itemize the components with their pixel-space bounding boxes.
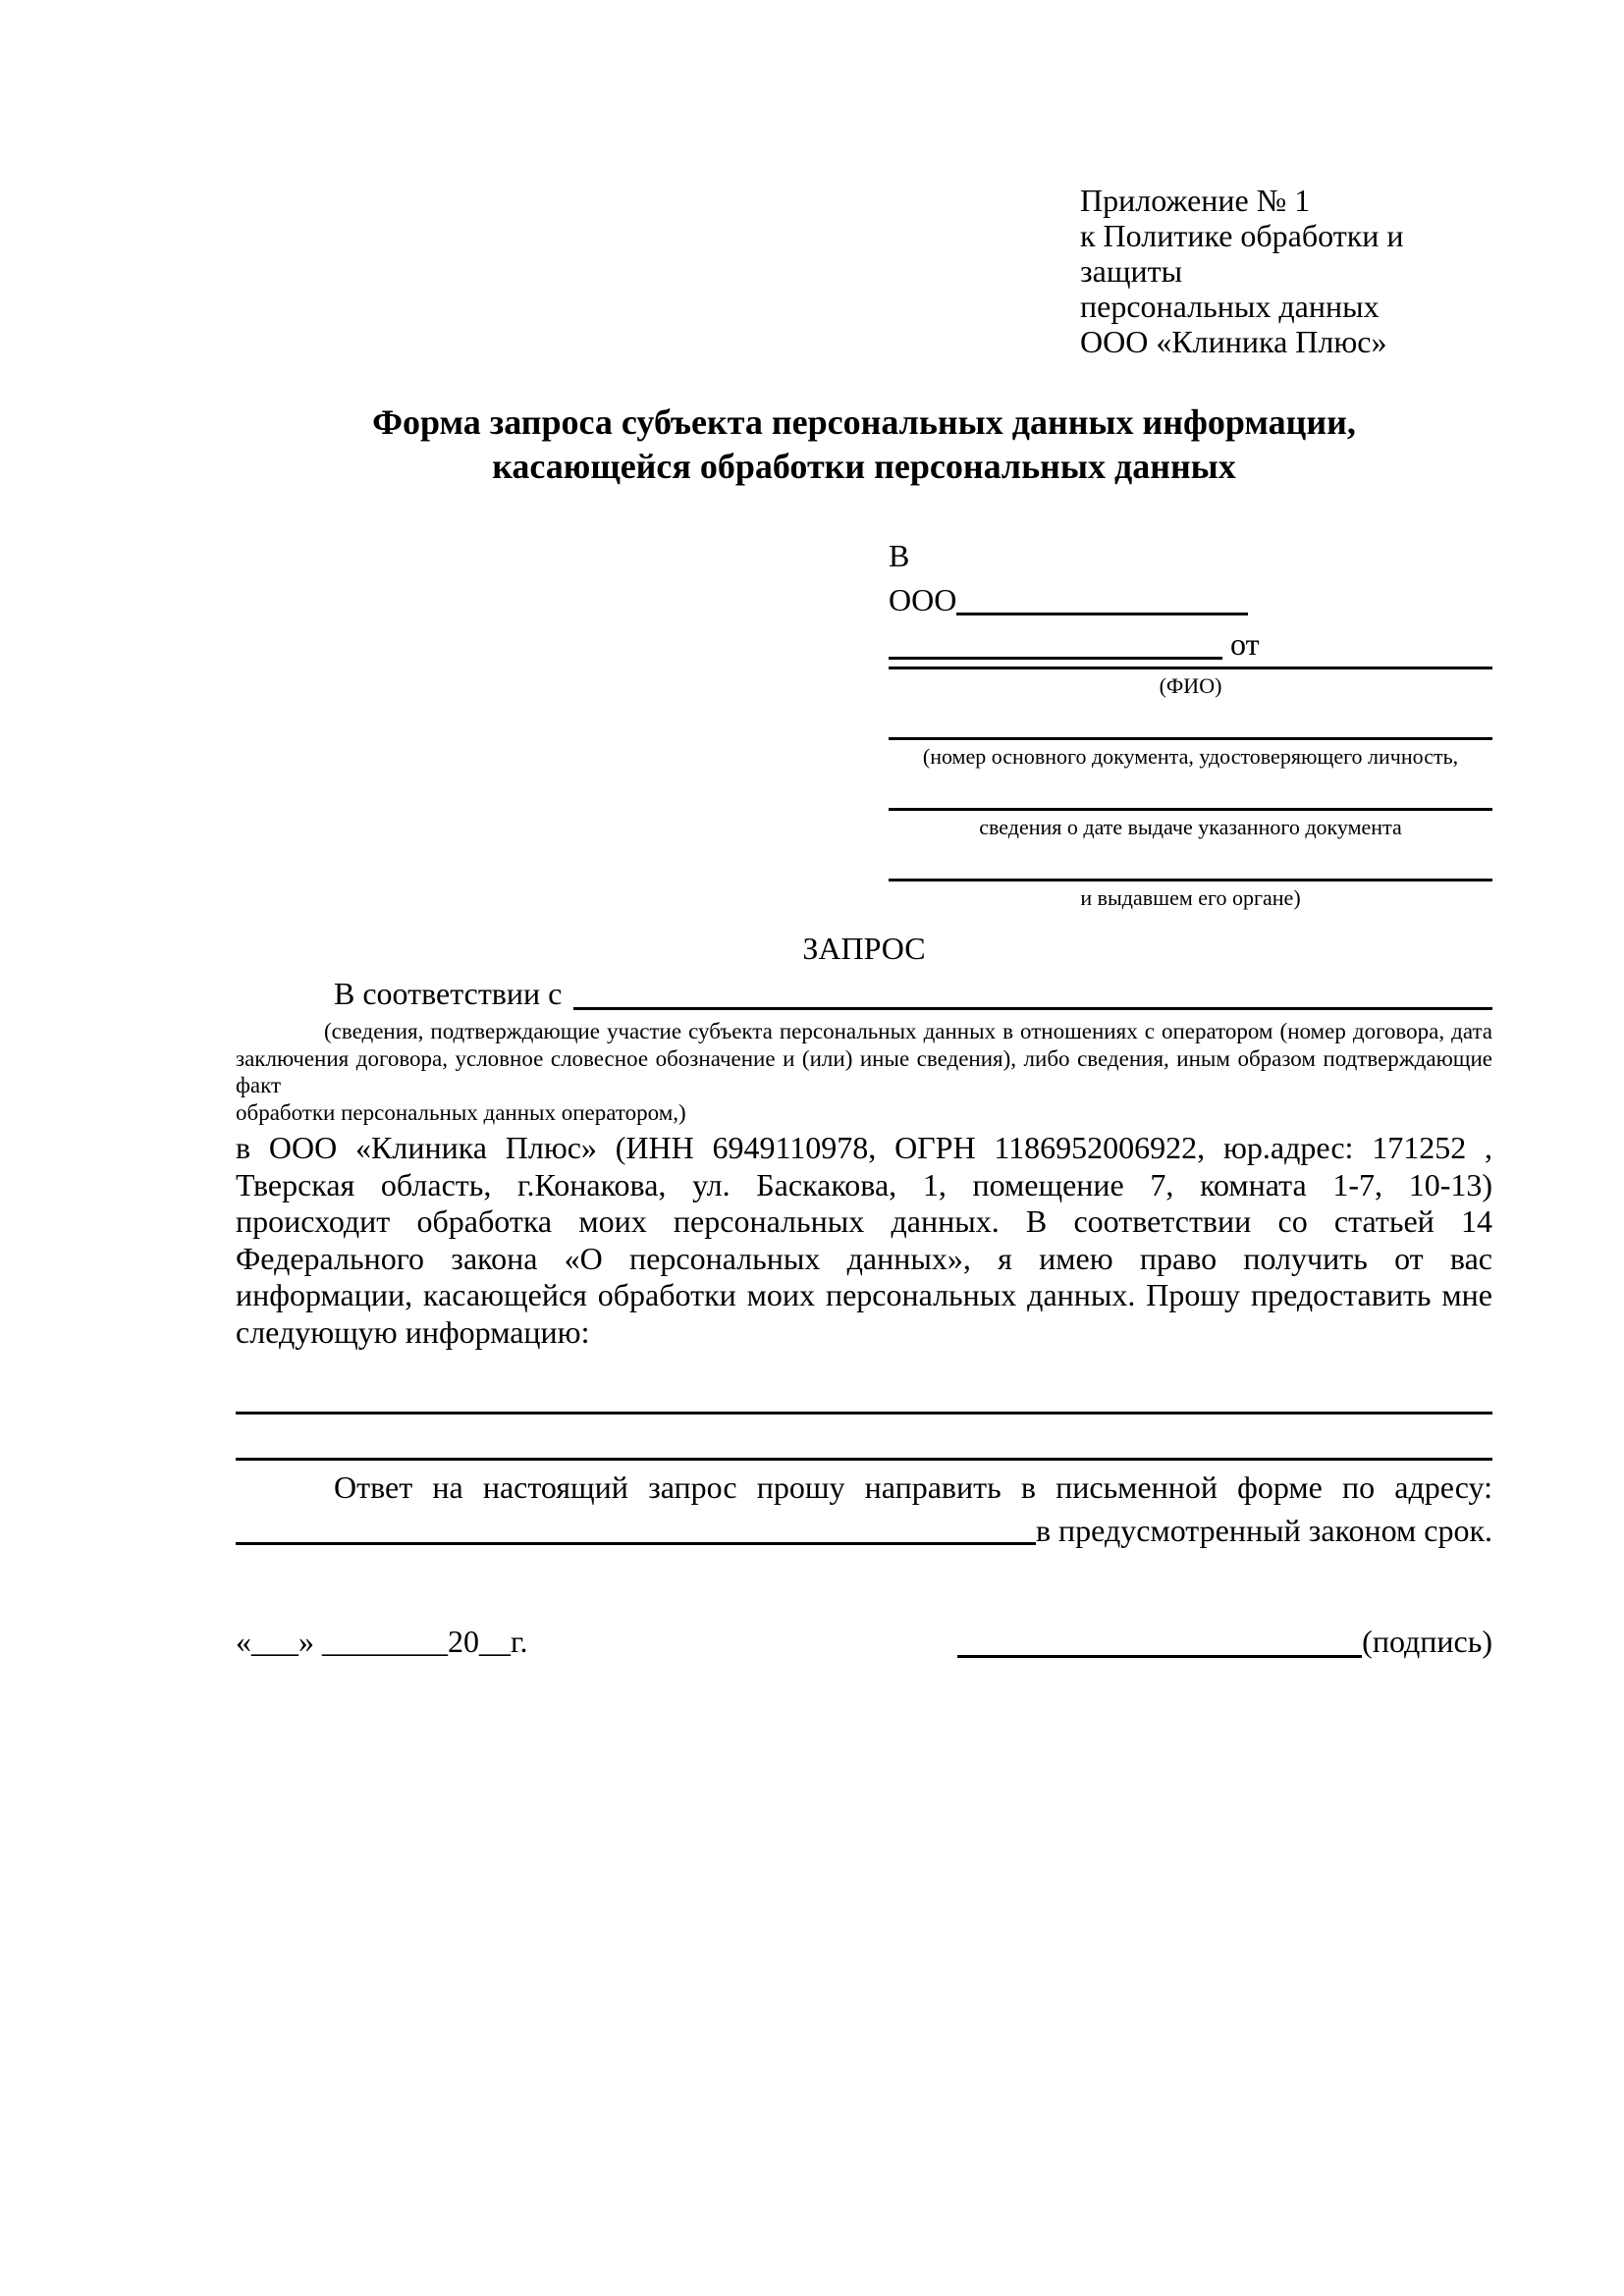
doc-issue-date-caption: сведения о дате выдаче указанного документа xyxy=(979,815,1402,839)
request-body-line-3: происходит обработка моих персональных данных. В соответствии со статьей 14 xyxy=(236,1203,1492,1239)
fine-print-line-1: (сведения, подтверждающие участие субъекта персональных данных в отношениях с оператором (номер договора, дата xyxy=(324,1019,1492,1043)
request-heading: ЗАПРОС xyxy=(802,931,926,966)
signature-caption: (подпись) xyxy=(1362,1624,1492,1659)
document-title xyxy=(236,400,1492,489)
fine-print-line-2: заключения договора, условное словесное обозначение и (или) иные сведения), либо сведения, иным образом подтверждающие факт xyxy=(236,1045,1492,1097)
from-label: от xyxy=(1230,626,1260,662)
reply-tail: в предусмотренный законом срок. xyxy=(1035,1513,1492,1548)
addressee-block xyxy=(889,534,1492,913)
request-body-line-6: следующую информацию: xyxy=(236,1313,590,1350)
answer-blank-line-1 xyxy=(236,1412,1492,1415)
addressee-to-label: В xyxy=(889,538,910,573)
date-signature-row xyxy=(236,1620,1492,1664)
request-body-line-5: информации, касающейся обработки моих персональных данных. Прошу предоставить мне xyxy=(236,1277,1492,1312)
doc-number-caption: (номер основного документа, удостоверяющего личность, xyxy=(922,744,1459,769)
appendix-line-3: персональных данных xyxy=(1080,289,1380,324)
request-body-line-2: Тверская область, г.Конакова, ул. Баскакова, 1, помещение 7, комната 1-7, 10-13) xyxy=(236,1166,1492,1202)
from-person-blank xyxy=(889,657,1222,660)
doc-number-field xyxy=(889,737,1492,808)
fio-field xyxy=(889,667,1492,737)
document-title-line-2: касающейся обработки персональных данных xyxy=(492,447,1236,486)
signature-blank-line xyxy=(957,1655,1362,1658)
org-prefix-label: ООО xyxy=(889,582,957,617)
appendix-block xyxy=(1080,183,1492,359)
answer-blank-line-2 xyxy=(236,1458,1492,1461)
org-line xyxy=(889,578,1492,622)
doc-issuer-field xyxy=(889,879,1492,913)
document-title-line-1: Форма запроса субъекта персональных данных информации, xyxy=(372,402,1356,442)
reply-address-line xyxy=(236,1510,1492,1551)
fine-print-line-3: обработки персональных данных оператором,) xyxy=(236,1099,686,1125)
basis-blank-line xyxy=(573,1007,1492,1010)
doc-issuer-caption: и выдавшем его органе) xyxy=(1080,885,1301,910)
appendix-line-2: к Политике обработки и защиты xyxy=(1080,218,1404,289)
address-blank-line xyxy=(236,1542,1036,1545)
from-line xyxy=(889,622,1492,667)
request-body-line-4: Федерального закона «О персональных данных», я имею право получить от вас xyxy=(236,1240,1492,1276)
appendix-line-1: Приложение № 1 xyxy=(1080,183,1311,218)
date-blank: «___» ________20__г. xyxy=(236,1624,528,1659)
basis-line xyxy=(236,972,1492,1016)
request-body xyxy=(236,1130,1492,1351)
org-name-blank xyxy=(956,613,1248,615)
doc-issue-date-field xyxy=(889,808,1492,879)
basis-label: В соответствии с xyxy=(334,976,563,1011)
request-body-line-1: в ООО «Клиника Плюс» (ИНН 6949110978, ОГРН 1186952006922, юр.адрес: 171252 , xyxy=(236,1130,1492,1165)
signature-group xyxy=(957,1620,1492,1664)
fio-caption: (ФИО) xyxy=(1159,673,1222,698)
fine-print-block xyxy=(236,1018,1492,1126)
appendix-line-4: ООО «Клиника Плюс» xyxy=(1080,324,1387,359)
reply-sentence: Ответ на настоящий запрос прошу направить в письменной форме по адресу: xyxy=(334,1469,1492,1505)
